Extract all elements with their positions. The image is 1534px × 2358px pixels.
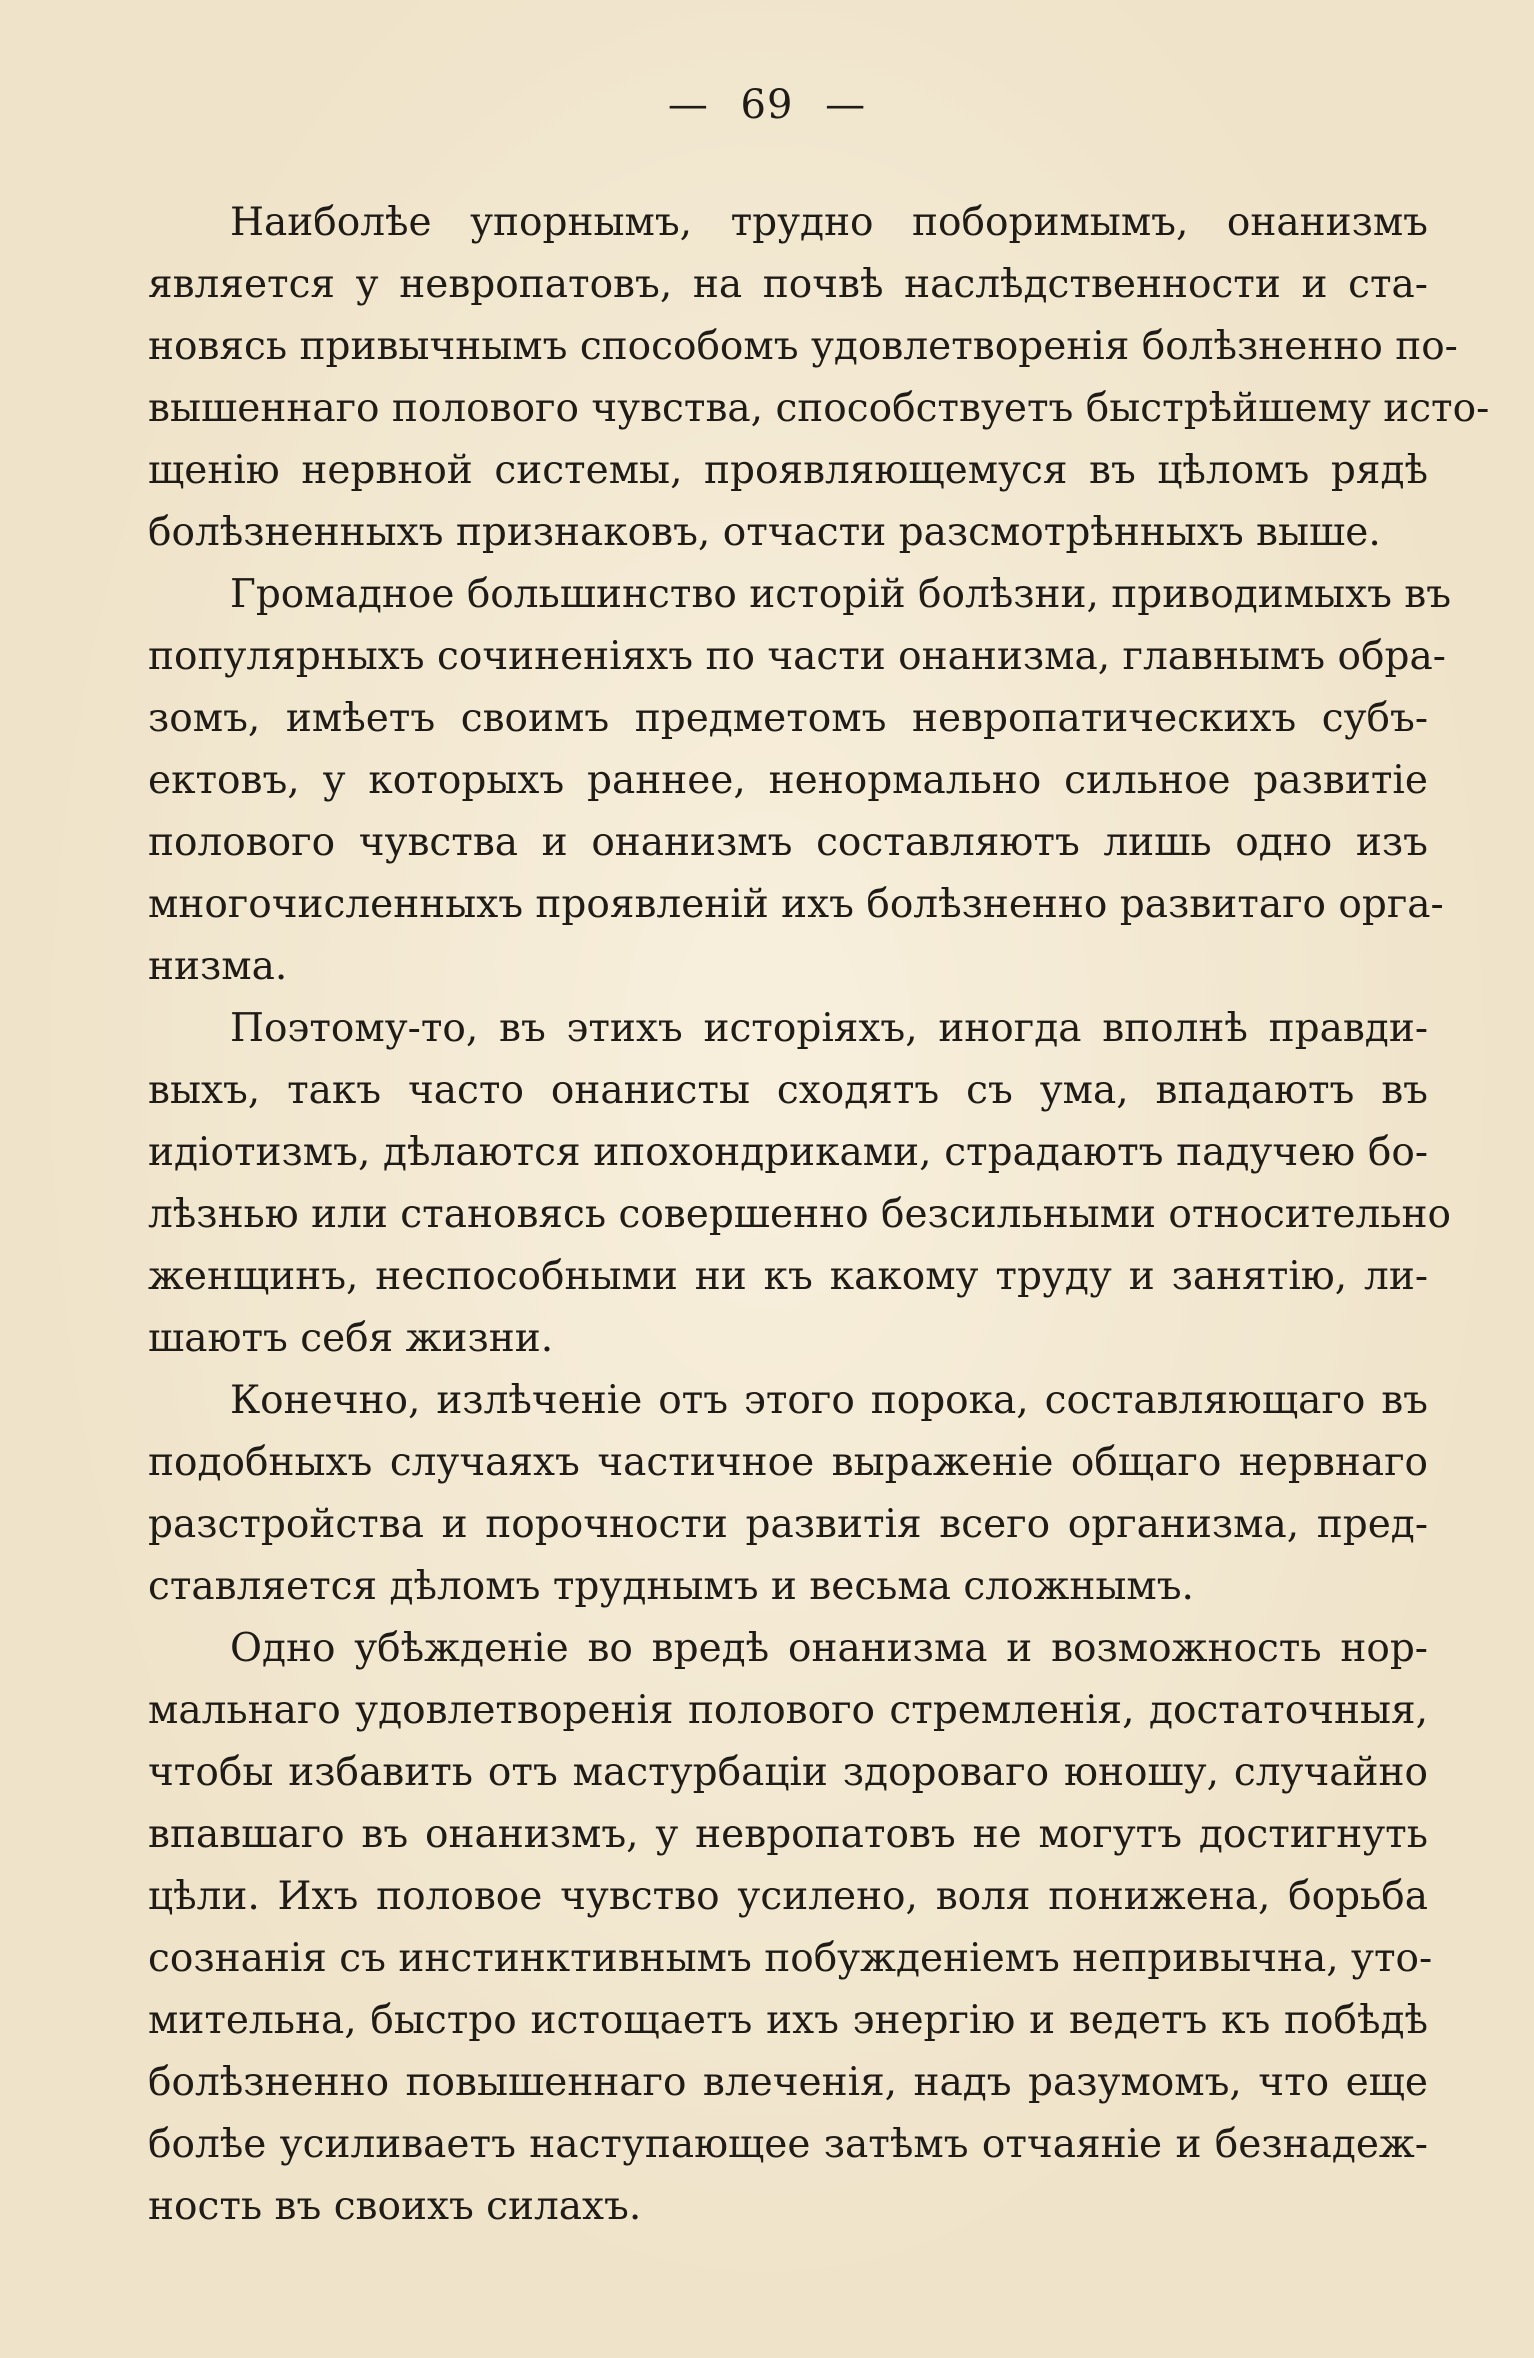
page-number: 69 [740, 82, 794, 128]
text-line: ставляется дѣломъ труднымъ и весьма сложнымъ. [148, 1564, 1194, 1609]
page-number-dash-left: — [667, 82, 709, 128]
text-line: шаютъ себя жизни. [148, 1316, 554, 1361]
text-line: мительна, быстро истощаетъ ихъ энергію и ведетъ къ побѣдѣ [148, 1998, 1428, 2043]
text-line: Наиболѣе упорнымъ, трудно поборимымъ, онанизмъ [230, 200, 1428, 245]
text-line: впавшаго въ онанизмъ, у невропатовъ не могутъ достигнуть [148, 1812, 1428, 1857]
page-number-dash-right: — [825, 82, 867, 128]
text-line: цѣли. Ихъ половое чувство усилено, воля понижена, борьба [148, 1874, 1428, 1919]
text-line: низма. [148, 944, 288, 989]
paragraph-5 [148, 1618, 1433, 2238]
text-line: является у невропатовъ, на почвѣ наслѣдственности и ста- [148, 262, 1428, 307]
text-line: ектовъ, у которыхъ раннее, ненормально сильное развитіе [148, 758, 1428, 803]
text-line: женщинъ, неспособными ни къ какому труду и занятію, ли- [148, 1254, 1428, 1299]
text-line: болѣзненныхъ признаковъ, отчасти разсмотрѣнныхъ выше. [148, 510, 1381, 555]
text-line: болѣзненно повышеннаго влеченія, надъ разумомъ, что еще [148, 2060, 1428, 2105]
paragraph-2 [148, 564, 1452, 998]
text-line: Конечно, излѣченіе отъ этого порока, составляющаго въ [230, 1378, 1428, 1423]
paragraph-1 [148, 192, 1490, 564]
text-line: мальнаго удовлетворенія полового стремленія, достаточныя, [148, 1688, 1428, 1733]
text-line: щенію нервной системы, проявляющемуся въ цѣломъ рядѣ [148, 448, 1428, 493]
text-line: чтобы избавить отъ мастурбаціи здороваго юношу, случайно [148, 1750, 1428, 1795]
text-line: подобныхъ случаяхъ частичное выраженіе общаго нервнаго [148, 1440, 1428, 1485]
text-line: новясь привычнымъ способомъ удовлетворенія болѣзненно по- [148, 324, 1458, 369]
text-line: зомъ, имѣетъ своимъ предметомъ невропатическихъ субъ- [148, 696, 1428, 741]
text-line: болѣе усиливаетъ наступающее затѣмъ отчаяніе и безнадеж- [148, 2122, 1428, 2167]
text-line: идіотизмъ, дѣлаются ипохондриками, страдаютъ падучею бо- [148, 1130, 1428, 1175]
text-line: ность въ своихъ силахъ. [148, 2184, 642, 2229]
text-line: Громадное большинство исторій болѣзни, приводимыхъ въ [230, 572, 1452, 617]
paragraph-3 [148, 998, 1451, 1370]
text-line: Одно убѣжденіе во вредѣ онанизма и возможность нор- [230, 1626, 1428, 1671]
text-line: Поэтому-то, въ этихъ исторіяхъ, иногда вполнѣ правди- [230, 1006, 1428, 1051]
text-line: полового чувства и онанизмъ составляютъ лишь одно изъ [148, 820, 1428, 865]
page-number-header [0, 82, 1534, 128]
text-line: сознанія съ инстинктивнымъ побужденіемъ непривычна, уто- [148, 1936, 1433, 1981]
text-line: популярныхъ сочиненіяхъ по части онанизма, главнымъ обра- [148, 634, 1446, 679]
text-line: лѣзнью или становясь совершенно безсильными относительно [148, 1192, 1451, 1237]
text-line: вышеннаго полового чувства, способствуетъ быстрѣйшему исто- [148, 386, 1490, 431]
paragraph-4 [148, 1370, 1428, 1618]
text-line: многочисленныхъ проявленій ихъ болѣзненно развитаго орга- [148, 882, 1444, 927]
text-line: выхъ, такъ часто онанисты сходятъ съ ума, впадаютъ въ [148, 1068, 1428, 1113]
text-line: разстройства и порочности развитія всего организма, пред- [148, 1502, 1428, 1547]
body-text [148, 192, 1490, 2238]
